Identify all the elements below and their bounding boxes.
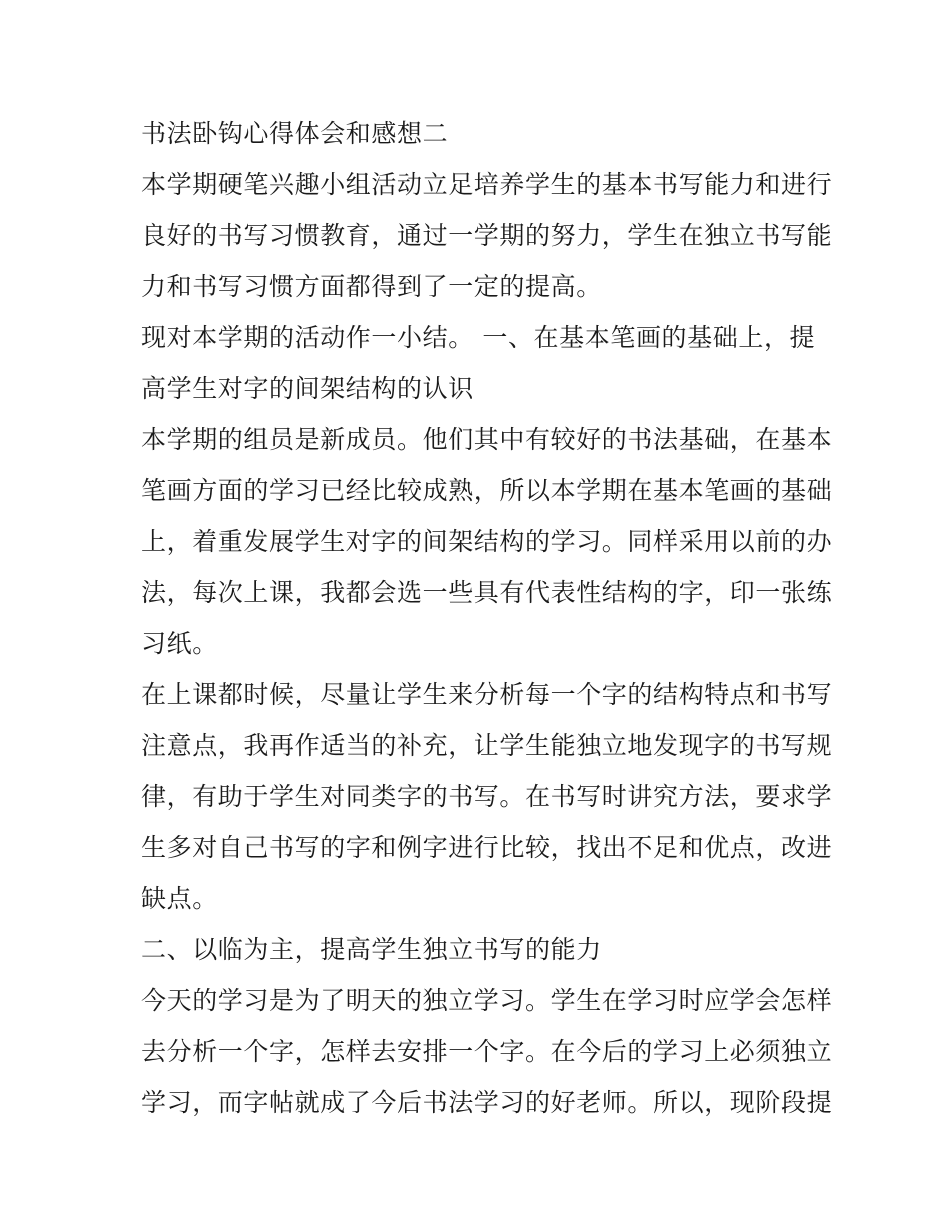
text-line: 力和书写习惯方面都得到了一定的提高。	[141, 272, 602, 301]
text-line: 习纸。	[141, 629, 218, 658]
text-line: 在上课都时候，尽量让学生来分析每一个字的结构特点和书写	[141, 680, 833, 709]
section-heading: 二、以临为主，提高学生独立书写的能力	[141, 935, 602, 964]
text-line: 本学期硬笔兴趣小组活动立足培养学生的基本书写能力和进行	[141, 170, 833, 199]
text-line: 笔画方面的学习已经比较成熟，所以本学期在基本笔画的基础	[141, 476, 833, 505]
text-line: 去分析一个字，怎样去安排一个字。在今后的学习上必须独立	[141, 1037, 833, 1066]
text-line: 律，有助于学生对同类字的书写。在书写时讲究方法，要求学	[141, 782, 833, 811]
text-line: 缺点。	[141, 884, 218, 913]
text-line: 本学期的组员是新成员。他们其中有较好的书法基础，在基本	[141, 425, 833, 454]
text-line: 生多对自己书写的字和例字进行比较，找出不足和优点，改进	[141, 833, 833, 862]
document-title: 书法卧钩心得体会和感想二	[141, 119, 449, 148]
text-line: 上，着重发展学生对字的间架结构的学习。同样采用以前的办	[141, 527, 833, 556]
text-line: 注意点，我再作适当的补充，让学生能独立地发现字的书写规	[141, 731, 833, 760]
text-line: 今天的学习是为了明天的独立学习。学生在学习时应学会怎样	[141, 986, 833, 1015]
text-line: 法，每次上课，我都会选一些具有代表性结构的字，印一张练	[141, 578, 833, 607]
text-line: 学习，而字帖就成了今后书法学习的好老师。所以，现阶段提	[141, 1088, 833, 1117]
text-line: 现对本学期的活动作一小结。 一、在基本笔画的基础上，提	[141, 323, 816, 352]
text-line: 良好的书写习惯教育，通过一学期的努力，学生在独立书写能	[141, 221, 833, 250]
text-line: 高学生对字的间架结构的认识	[141, 374, 474, 403]
document-body	[141, 108, 833, 1128]
